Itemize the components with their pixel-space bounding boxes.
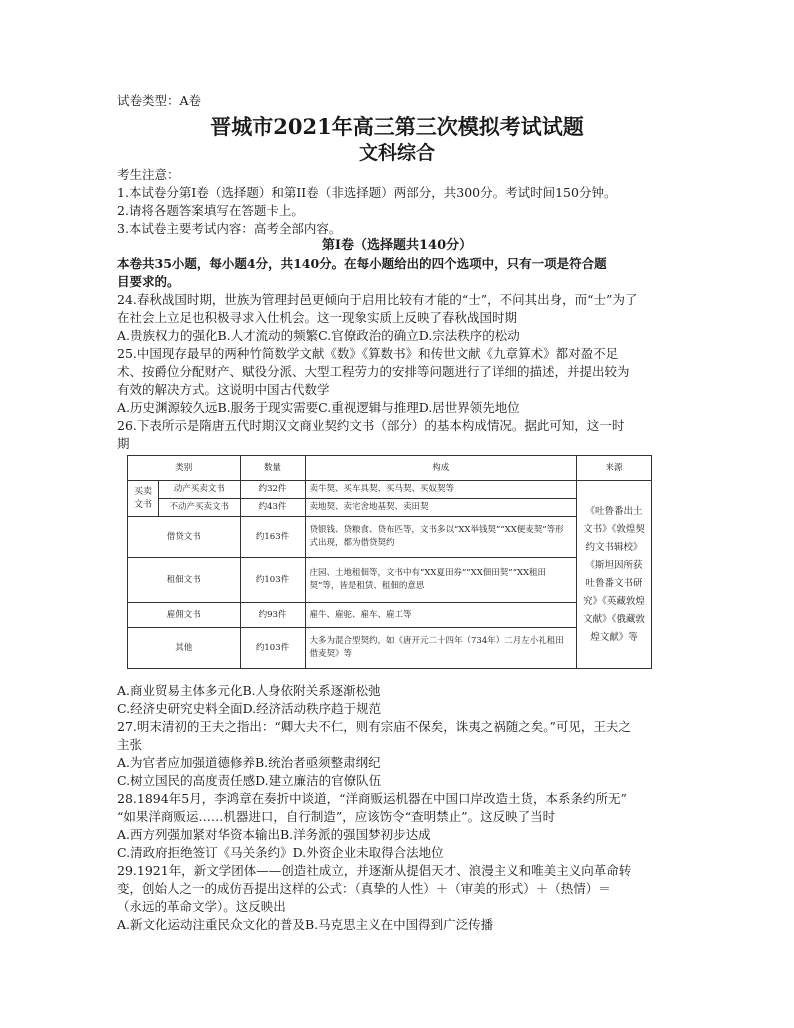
- table-row: [128, 628, 652, 669]
- exam-title: 晋城市2021年高三第三次模拟考试试题: [210, 114, 584, 139]
- section-instruction: 目要求的。: [117, 274, 180, 289]
- question-27-stem: 主张: [117, 737, 143, 752]
- question-25-stem: 25.中国现存最早的两种竹简数学文献《数》《算数书》和传世文献《九章算术》都对盈不足: [117, 346, 619, 361]
- row-count: 约32件: [240, 481, 305, 499]
- question-29-stem: （永远的革命文学）。这反映出: [117, 899, 286, 914]
- note-item: 1.本试卷分第I卷（选择题）和第II卷（非选择题）两部分，共300分。考试时间150分钟。: [117, 185, 617, 200]
- question-29-options: A.新文化运动注重民众文化的普及B.马克思主义在中国得到广泛传播: [117, 917, 494, 932]
- row-composition: 卖地契、卖宅舍地基契、卖田契: [305, 499, 576, 517]
- row-composition: 大多为混合型契约，如《唐开元二十四年（734年）二月左小礼租田借麦契》等: [305, 628, 576, 669]
- question-28-options: A.西方列强加紧对华资本输出B.洋务派的强国梦初步达成: [117, 827, 431, 842]
- section-heading: 第I卷（选择题共140分）: [321, 238, 473, 253]
- question-24-options: A.贵族权力的强化B.人才流动的频繁C.官僚政治的确立D.宗法秩序的松动: [117, 328, 520, 343]
- note-item: 2.请将各题答案填写在答题卡上。: [117, 203, 304, 218]
- row-count: 约103件: [240, 558, 305, 603]
- contract-documents-table: [127, 455, 652, 669]
- note-item: 3.本试卷主要考试内容：高考全部内容。: [117, 221, 342, 236]
- row-composition: 卖牛契、买车具契、买马契、买奴契等: [305, 481, 576, 499]
- question-25-options: A.历史渊源较久远B.服务于现实需要C.重视逻辑与推理D.居世界领先地位: [117, 400, 520, 415]
- header-composition: 构成: [305, 456, 576, 481]
- question-28-stem: 28.1894年5月，李鸿章在奏折中谈道，“洋商贩运机器在中国口岸改造土货，本系条约所无”: [117, 791, 627, 806]
- header-source: 来源: [577, 456, 652, 481]
- exam-subtitle: 文科综合: [358, 142, 435, 164]
- row-composition: 贷银钱、贷粮食、贷布匹等，文书多以“XX举钱契”“XX便麦契”等形式出现，都为借贷契约: [305, 517, 576, 558]
- question-27-options: A.为官者应加强道德修养B.统治者亟须整肃纲纪: [117, 755, 381, 770]
- question-24-stem: 24.春秋战国时期，世族为管理封邑更倾向于启用比较有才能的“士”，不问其出身，而“士”为了: [117, 292, 638, 307]
- group-label-trade: 买卖文书: [128, 481, 159, 517]
- table-header-row: [128, 456, 652, 481]
- question-25-stem: 术、按爵位分配财产、赋役分派、大型工程劳力的安排等问题进行了详细的描述，并提出较为: [117, 364, 630, 379]
- table-row: [128, 481, 652, 499]
- question-26-options: C.经济史研究史料全面D.经济活动秩序趋于规范: [117, 701, 382, 716]
- row-category: 动产买卖文书: [159, 481, 241, 499]
- question-29-stem: 29.1921年，新文学团体——创造社成立，并逐渐从提倡天才、浪漫主义和唯美主义向革命转: [117, 863, 632, 878]
- question-26-options: A.商业贸易主体多元化B.人身依附关系逐渐松弛: [117, 683, 381, 698]
- section-instruction: 本卷共35小题，每小题4分，共140分。在每小题给出的四个选项中，只有一项是符合题: [117, 256, 607, 271]
- row-count: 约103件: [240, 628, 305, 669]
- question-27-options: C.树立国民的高度责任感D.建立廉洁的官僚队伍: [117, 773, 382, 788]
- question-26-stem: 期: [117, 436, 130, 451]
- header-count: 数量: [240, 456, 305, 481]
- row-count: 约43件: [240, 499, 305, 517]
- notes-heading: 考生注意：: [117, 167, 180, 182]
- question-28-stem: “如果洋商贩运……机器进口，自行制造”，应该饬令“查明禁止”。这反映了当时: [117, 809, 556, 824]
- question-25-stem: 有效的解决方式。这说明中国古代数学: [117, 382, 330, 397]
- source-cell: 《吐鲁番出土文书》《敦煌契约文书辑校》《斯坦因所获吐鲁番文书研究》《英藏敦煌文献》《俄藏敦煌文献》等: [577, 481, 652, 669]
- table-row: [128, 603, 652, 628]
- table-row: [128, 517, 652, 558]
- row-category: 雇佣文书: [128, 603, 241, 628]
- table-row: [128, 558, 652, 603]
- row-category: 不动产买卖文书: [159, 499, 241, 517]
- question-28-options: C.清政府拒绝签订《马关条约》D.外资企业未取得合法地位: [117, 845, 444, 860]
- row-count: 约163件: [240, 517, 305, 558]
- row-category: 借贷文书: [128, 517, 241, 558]
- question-29-stem: 变，创始人之一的成仿吾提出这样的公式：（真挚的人性）＋（审美的形式）＋（热情）＝: [117, 881, 611, 896]
- header-category: 类别: [128, 456, 241, 481]
- paper-type: 试卷类型：A卷: [117, 93, 202, 108]
- question-26-stem: 26.下表所示是隋唐五代时期汉文商业契约文书（部分）的基本构成情况。据此可知，这一时: [117, 418, 625, 433]
- table-row: [128, 499, 652, 517]
- row-composition: 庄园、土地租佃等，文书中有“XX夏田券”“XX佃田契”“XX租田契”等，皆是租赁、租佃的意思: [305, 558, 576, 603]
- row-composition: 雇牛、雇驼、雇车、雇工等: [305, 603, 576, 628]
- row-category: 租佃文书: [128, 558, 241, 603]
- question-27-stem: 27.明末清初的王夫之指出：“卿大夫不仁，则有宗庙不保矣，诛夷之祸随之矣。”可见，王夫之: [117, 719, 631, 734]
- row-count: 约93件: [240, 603, 305, 628]
- question-24-stem: 在社会上立足也积极寻求入仕机会。这一现象实质上反映了春秋战国时期: [117, 310, 518, 325]
- row-category: 其他: [128, 628, 241, 669]
